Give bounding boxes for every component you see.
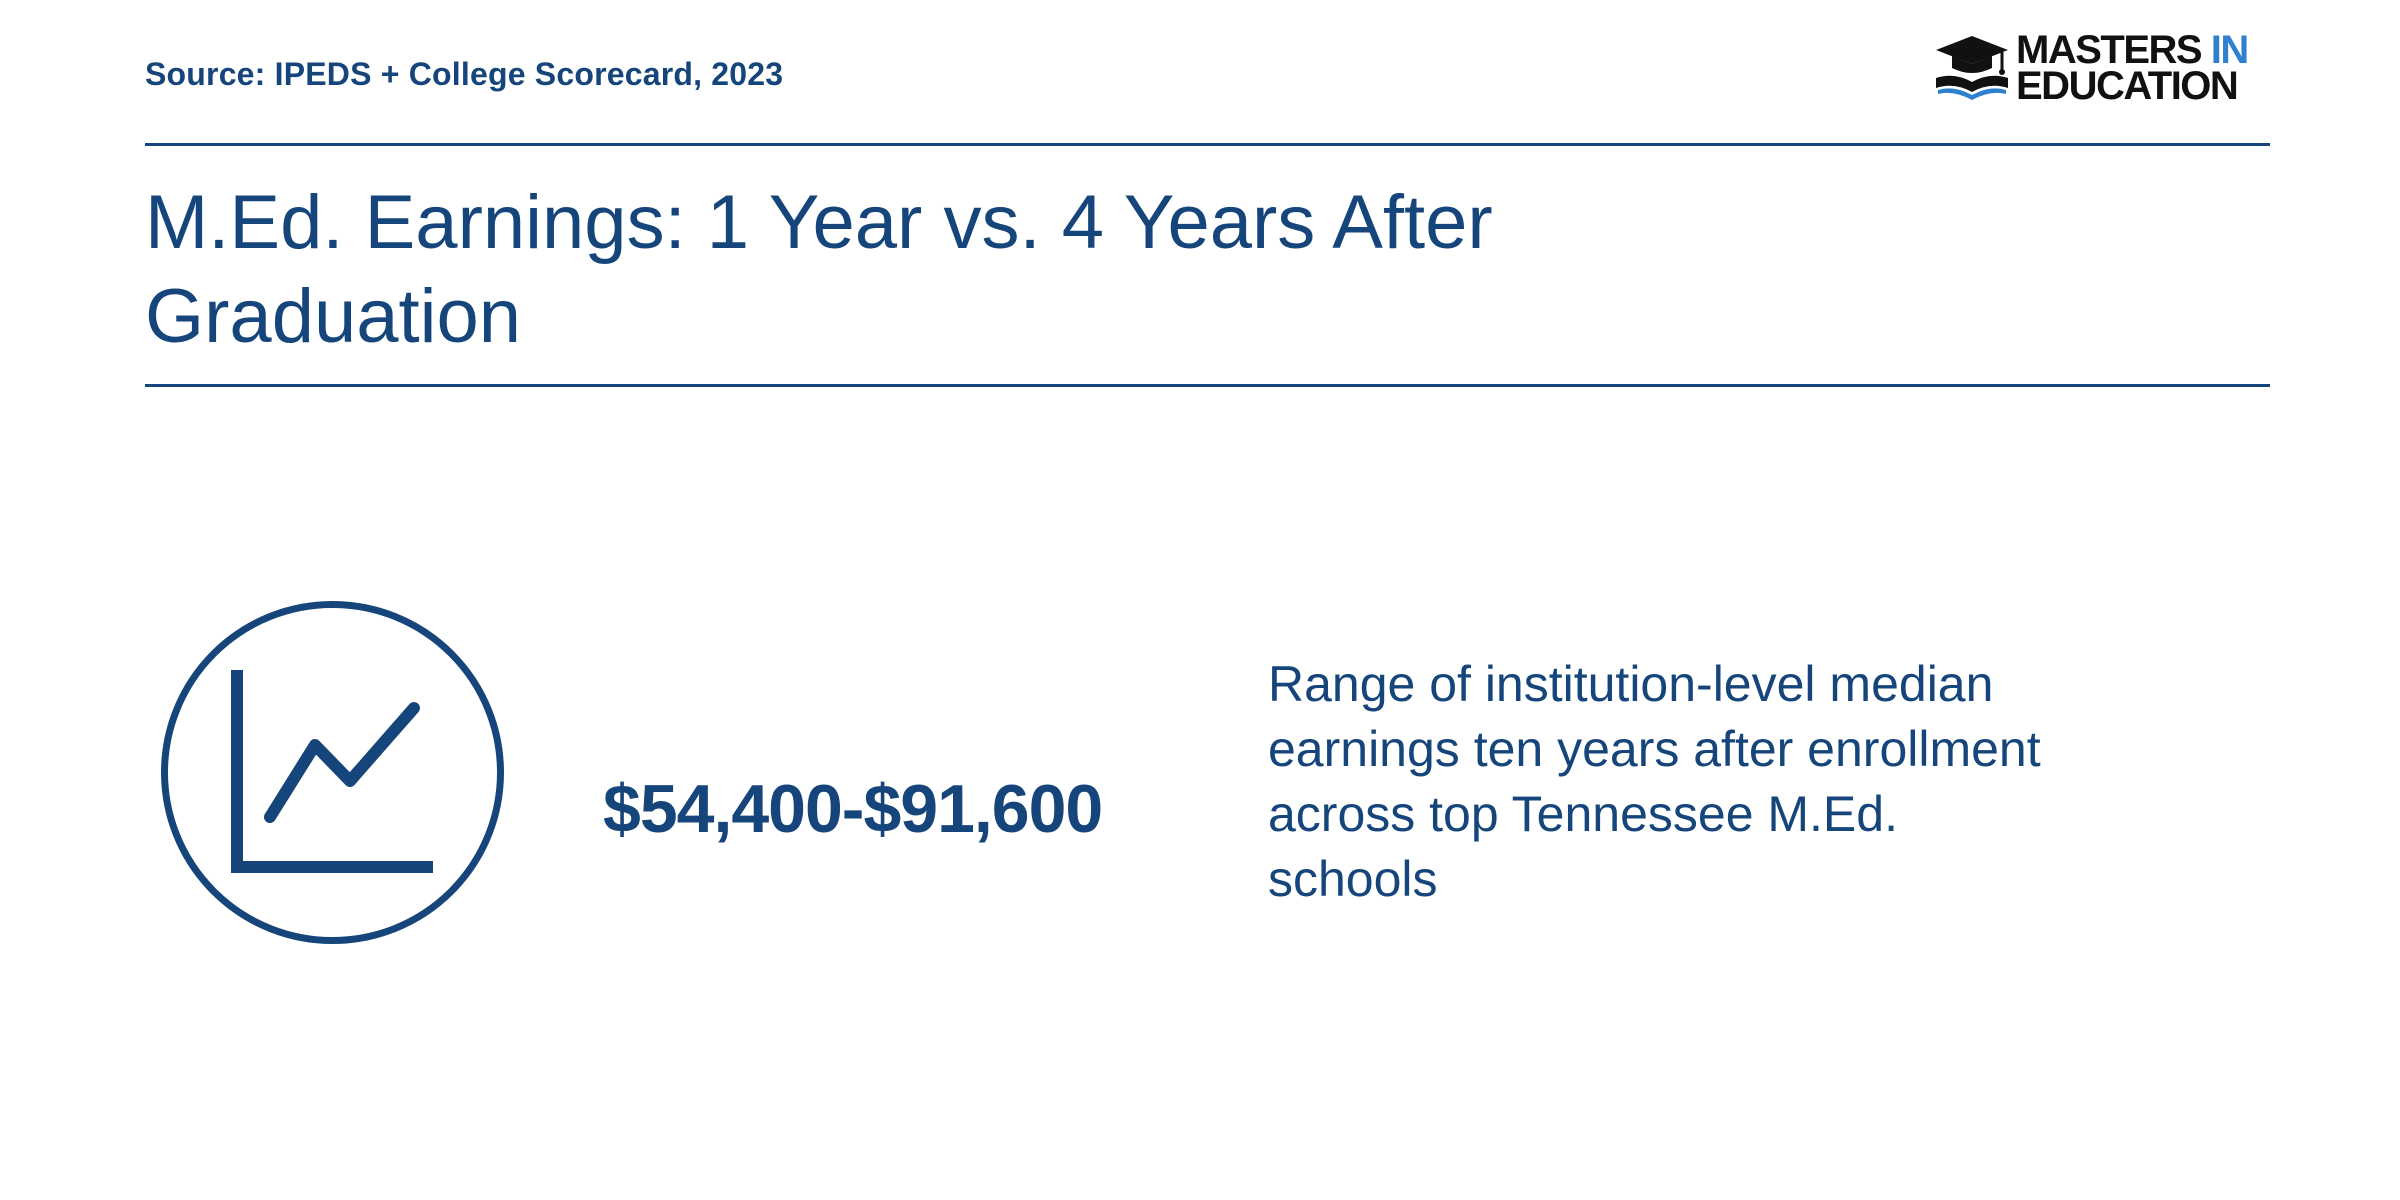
top-divider <box>145 143 2270 146</box>
logo-word-masters: MASTERS <box>2016 28 2202 72</box>
page-title: M.Ed. Earnings: 1 Year vs. 4 Years After Graduation <box>145 180 1493 359</box>
logo-word-in: IN <box>2210 28 2248 72</box>
source-note: Source: IPEDS + College Scorecard, 2023 <box>145 56 784 92</box>
bottom-divider <box>145 384 2270 387</box>
earnings-range-value: $54,400-$91,600 <box>603 771 1103 847</box>
logo-word-education: EDUCATION <box>2016 64 2238 108</box>
earnings-range-description: Range of institution-level median earnings ten years after enrollment across top Tennessee M.Ed. schools <box>1268 656 2041 907</box>
masters-in-education-logo <box>1932 26 2272 112</box>
logo-wordmark <box>2016 28 2248 108</box>
graduation-cap-book-icon <box>1932 30 2012 110</box>
line-chart-icon <box>160 600 505 945</box>
